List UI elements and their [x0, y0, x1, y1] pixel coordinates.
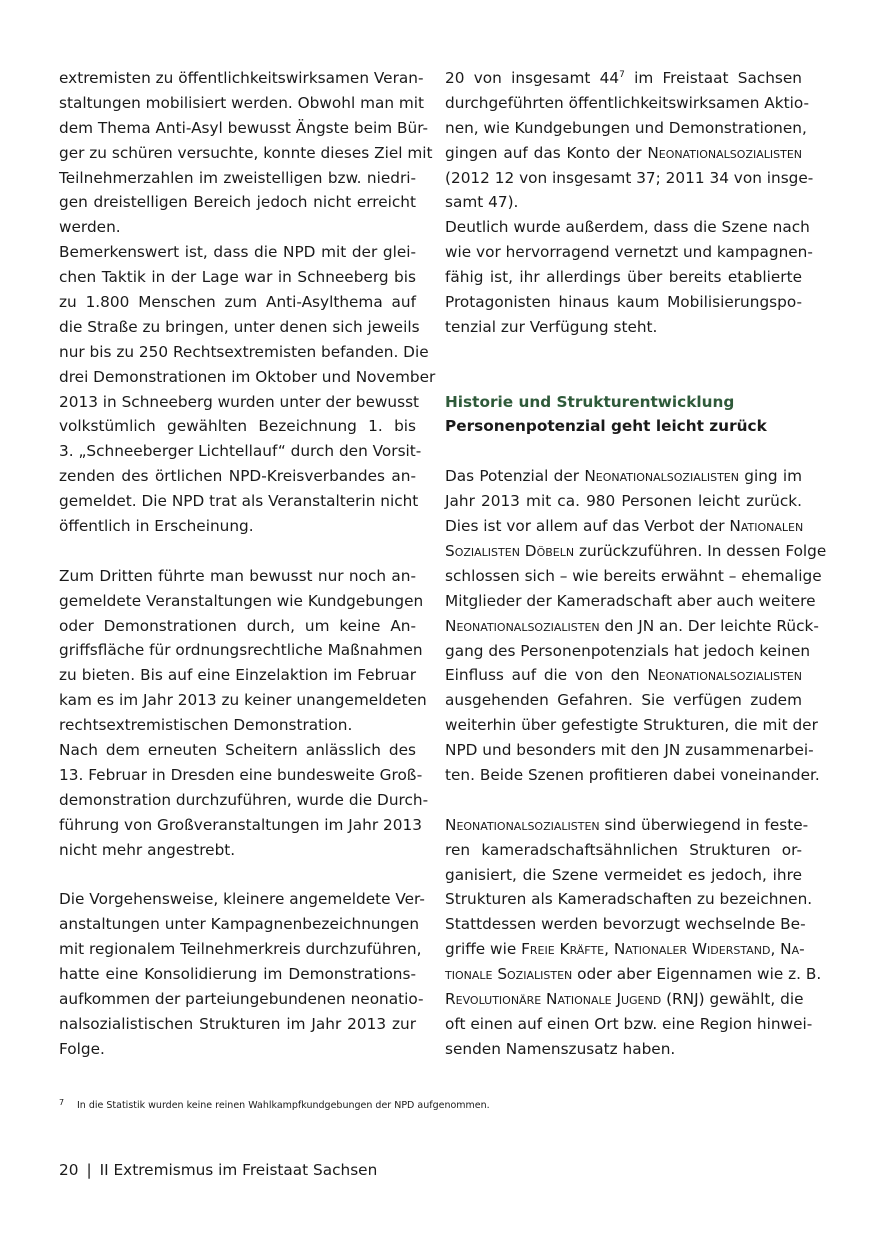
- text-line: Folge.: [59, 1039, 105, 1058]
- text-line: nicht mehr angestrebt.: [59, 840, 236, 859]
- text-line: kam es im Jahr 2013 zu keiner unangemeldeten: [59, 691, 427, 710]
- text-line: schlossen sich – wie bereits erwähnt – ehemalige: [445, 566, 822, 585]
- footer-separator: |: [86, 1161, 92, 1179]
- text-line: hatte eine Konsolidierung im Demonstrations-: [59, 965, 416, 984]
- text-line: Teilnehmerzahlen im zweistelligen bzw. niedri-: [59, 168, 416, 187]
- text-line: gemeldet. Die NPD trat als Veranstalterin nicht: [59, 492, 419, 511]
- text-line: weiterhin über gefestigte Strukturen, die mit der: [445, 716, 818, 735]
- text-line: 3. „Schneeberger Lichtellauf“ durch den Vorsit-: [59, 442, 422, 461]
- text-line: drei Demonstrationen im Oktober und November: [59, 367, 436, 386]
- text-line: [445, 141, 802, 166]
- running-section-title: II Extremismus im Freistaat Sachsen: [99, 1161, 378, 1179]
- text-line: gen dreistelligen Bereich jedoch nicht erreicht: [59, 193, 416, 212]
- text-line: ten. Beide Szenen profitieren dabei voneinander.: [445, 765, 820, 784]
- organization-name: Neonationalsozialisten: [647, 143, 802, 162]
- paragraph: [445, 66, 814, 215]
- text-line: [445, 464, 802, 489]
- text-line: zenden des örtlichen NPD-Kreisverbandes an-: [59, 467, 416, 486]
- text-line: gemeldete Veranstaltungen wie Kundgebungen: [59, 591, 424, 610]
- text-line: dem Thema Anti-Asyl bewusst Ängste beim Bür-: [59, 118, 429, 137]
- text-line: ganisiert, die Szene vermeidet es jedoch, ihre: [445, 865, 802, 884]
- text-line: Mitglieder der Kameradschaft aber auch weitere: [445, 591, 816, 610]
- text-line: extremisten zu öffentlichkeitswirksamen Veran-: [59, 69, 424, 87]
- text-line: nalsozialistischen Strukturen im Jahr 2013 zur: [59, 1014, 416, 1033]
- page-number: 20: [59, 1161, 79, 1179]
- text-line: [445, 539, 827, 564]
- left-column: [59, 66, 436, 1062]
- organization-name: Na-: [780, 940, 805, 959]
- text-line: mit regionalem Teilnehmerkreis durchzuführen,: [59, 940, 422, 959]
- text-line: chen Taktik in der Lage war in Schneeberg bis: [59, 268, 416, 287]
- footnote: [59, 1098, 819, 1111]
- text-line: [445, 813, 809, 838]
- organization-name: Revolutionäre Nationale Jugend: [445, 989, 662, 1008]
- text-line: oder Demonstrationen durch, um keine An-: [59, 616, 416, 635]
- text-span: oder aber Eigennamen wie z. B.: [572, 965, 822, 984]
- text-span: gingen auf das Konto der: [445, 143, 648, 162]
- text-line: oft einen auf einen Ort bzw. eine Region hinwei-: [445, 1014, 813, 1033]
- section-gap: [445, 340, 802, 390]
- text-span: im Freistaat Sachsen: [624, 69, 802, 87]
- organization-name: tionale Sozialisten: [445, 965, 573, 984]
- text-line: (2012 12 von insgesamt 37; 2011 34 von insge-: [445, 168, 814, 187]
- text-line: ger zu schüren versuchte, konnte dieses Ziel mit: [59, 143, 433, 162]
- text-line: wie vor hervorragend vernetzt und kampagnen-: [445, 243, 813, 262]
- footnote-reference[interactable]: 7: [619, 70, 625, 80]
- text-span: ,: [604, 940, 614, 959]
- text-line: gang des Personenpotenzials hat jedoch keinen: [445, 641, 811, 660]
- paragraph-gap: [59, 539, 416, 564]
- organization-name: Freie Kräfte: [521, 940, 605, 959]
- text-line: werden.: [59, 218, 121, 237]
- right-column: [445, 66, 827, 1062]
- text-line: senden Namenszusatz haben.: [445, 1039, 676, 1058]
- paragraph: [59, 887, 425, 1061]
- text-line: 2013 in Schneeberg wurden unter der bewusst: [59, 392, 420, 411]
- text-line: öffentlich in Erscheinung.: [59, 517, 254, 536]
- text-line: führung von Großveranstaltungen im Jahr 2013: [59, 815, 422, 834]
- paragraph: [445, 215, 813, 339]
- text-line: [445, 962, 822, 987]
- organization-name: Nationalen: [729, 517, 804, 536]
- organization-name: Neonationalsozialisten: [445, 815, 600, 834]
- text-span: Dies ist vor allem auf das Verbot der: [445, 517, 730, 536]
- text-line: NPD und besonders mit den JN zusammenarbei-: [445, 741, 814, 760]
- text-line: aufkommen der parteiungebundenen neonatio-: [59, 989, 424, 1008]
- paragraph: [59, 564, 427, 738]
- text-line: Deutlich wurde außerdem, dass die Szene nach: [445, 218, 810, 237]
- text-line: zu 1.800 Menschen zum Anti-Asylthema auf: [59, 293, 416, 312]
- text-span: Das Potenzial der: [445, 467, 585, 486]
- text-line: rechtsextremistischen Demonstration.: [59, 716, 353, 735]
- paragraph: [445, 813, 822, 1062]
- text-line: samt 47).: [445, 193, 519, 212]
- text-line: Die Vorgehensweise, kleinere angemeldete Ver-: [59, 890, 425, 909]
- text-span: ,: [770, 940, 781, 959]
- organization-name: Nationaler Widerstand: [613, 940, 771, 959]
- text-line: [445, 663, 802, 688]
- footnote-number: 7: [59, 1098, 65, 1107]
- text-line: demonstration durchzuführen, wurde die Durch-: [59, 790, 429, 809]
- text-line: die Straße zu bringen, unter denen sich jeweils: [59, 317, 420, 336]
- text-line: Protagonisten hinaus kaum Mobilisierungspo-: [445, 293, 802, 312]
- footnote-text: In die Statistik wurden keine reinen Wahlkampfkundgebungen der NPD aufgenommen.: [77, 1100, 490, 1111]
- text-line: [445, 614, 819, 639]
- text-line: volkstümlich gewählten Bezeichnung 1. bis: [59, 417, 416, 436]
- text-line: Strukturen als Kameradschaften zu bezeichnen.: [445, 890, 813, 909]
- text-line: anstaltungen unter Kampagnenbezeichnungen: [59, 915, 420, 934]
- section-heading: Historie und Strukturentwicklung: [445, 392, 735, 411]
- paragraph-gap: [59, 863, 416, 888]
- text-line: Bemerkenswert ist, dass die NPD mit der glei-: [59, 243, 416, 262]
- text-line: zu bieten. Bis auf eine Einzelaktion im Februar: [59, 666, 416, 685]
- organization-name: Neonationalsozialisten: [445, 616, 600, 635]
- organization-name: Neonationalsozialisten: [647, 666, 802, 685]
- text-line: fähig ist, ihr allerdings über bereits etablierte: [445, 268, 802, 287]
- text-line: tenzial zur Verfügung steht.: [445, 317, 658, 336]
- text-line: [445, 937, 805, 962]
- text-span: den JN an. Der leichte Rück-: [599, 616, 819, 635]
- text-line: nen, wie Kundgebungen und Demonstrationen,: [445, 118, 807, 137]
- paragraph-gap: [445, 788, 802, 813]
- paragraph: [59, 240, 436, 539]
- text-span: zurückzuführen. In dessen Folge: [574, 541, 827, 560]
- text-line: griffsfläche für ordnungsrechtliche Maßnahmen: [59, 641, 423, 660]
- text-span: sind überwiegend in feste-: [599, 815, 809, 834]
- text-line: [445, 514, 802, 539]
- page-footer: [59, 1161, 377, 1179]
- text-line: Jahr 2013 mit ca. 980 Personen leicht zurück.: [445, 492, 802, 511]
- text-line: ren kameradschaftsähnlichen Strukturen or-: [445, 840, 802, 859]
- text-line: Nach dem erneuten Scheitern anlässlich des: [59, 741, 416, 760]
- text-line: staltungen mobilisiert werden. Obwohl man mit: [59, 93, 425, 112]
- text-line: [445, 66, 802, 91]
- text-span: Einfluss auf die von den: [445, 666, 648, 685]
- organization-name: Sozialisten Döbeln: [445, 541, 575, 560]
- paragraph-gap: [445, 439, 802, 464]
- text-line: ausgehenden Gefahren. Sie verfügen zudem: [445, 691, 802, 710]
- text-line: 13. Februar in Dresden eine bundesweite Groß-: [59, 765, 423, 784]
- section-subheading: Personenpotenzial geht leicht zurück: [445, 417, 767, 436]
- text-span: (RNJ) gewählt, die: [661, 989, 804, 1008]
- text-line: Stattdessen werden bevorzugt wechselnde Be-: [445, 915, 806, 934]
- text-line: durchgeführten öffentlichkeitswirksamen Aktio-: [445, 93, 810, 112]
- paragraph: [59, 66, 433, 240]
- text-span: 20 von insgesamt 44: [445, 69, 620, 87]
- organization-name: Neonationalsozialisten: [584, 467, 739, 486]
- text-span: griffe wie: [445, 940, 522, 959]
- text-line: [445, 987, 802, 1012]
- text-span: ging im: [738, 467, 802, 486]
- text-line: Zum Dritten führte man bewusst nur noch an-: [59, 566, 416, 585]
- paragraph: [59, 738, 429, 862]
- paragraph: [445, 464, 827, 788]
- text-line: nur bis zu 250 Rechtsextremisten befanden. Die: [59, 342, 429, 361]
